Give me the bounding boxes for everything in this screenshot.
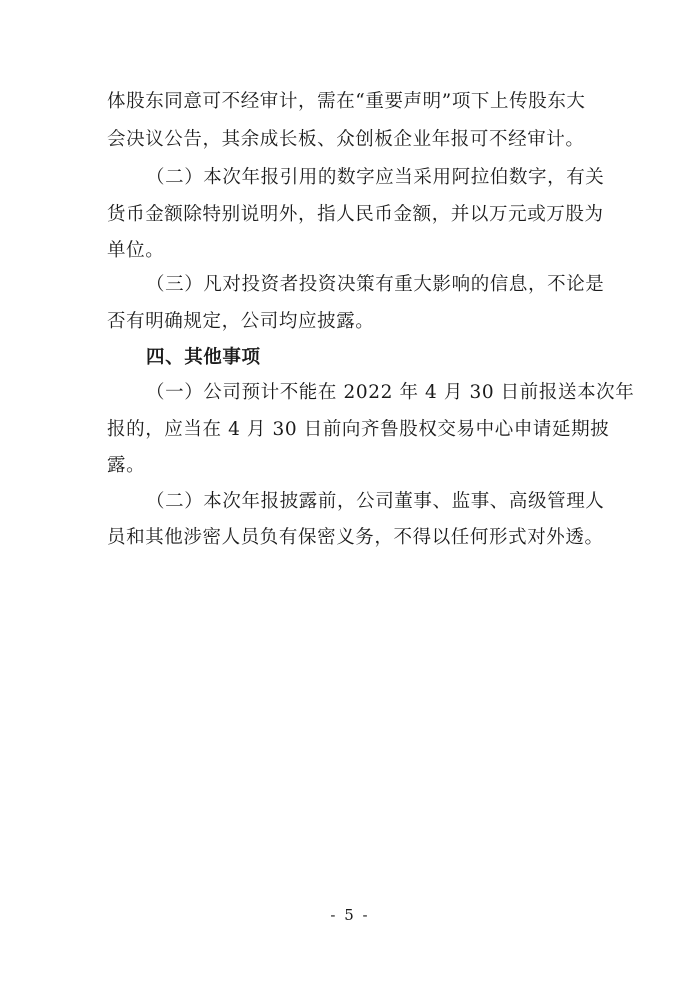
section-heading: 四、其他事项 <box>146 347 261 368</box>
paragraph-line: 单位。 <box>107 240 165 261</box>
paragraph-line: 体股东同意可不经审计，需在“重要声明”项下上传股东大 <box>107 91 586 112</box>
paragraph-line: 报的，应当在 4 月 30 日前向齐鲁股权交易中心申请延期披 <box>107 419 610 440</box>
paragraph-line: （二）本次年报引用的数字应当采用阿拉伯数字，有关 <box>146 167 605 188</box>
paragraph-line: （一）公司预计不能在 2022 年 4 月 30 日前报送本次年 <box>146 382 635 403</box>
paragraph-line: 露。 <box>107 455 146 476</box>
paragraph-line: 货币金额除特别说明外，指人民币金额，并以万元或万股为 <box>107 204 604 225</box>
paragraph-line: （二）本次年报披露前，公司董事、监事、高级管理人 <box>146 491 605 512</box>
paragraph-line: 会决议公告，其余成长板、众创板企业年报可不经审计。 <box>107 129 585 150</box>
paragraph-line: （三）凡对投资者投资决策有重大影响的信息，不论是 <box>146 274 605 295</box>
paragraph-line: 员和其他涉密人员负有保密义务，不得以任何形式对外透。 <box>107 527 604 548</box>
paragraph-line: 否有明确规定，公司均应披露。 <box>107 311 375 332</box>
page-number: - 5 - <box>330 906 370 924</box>
